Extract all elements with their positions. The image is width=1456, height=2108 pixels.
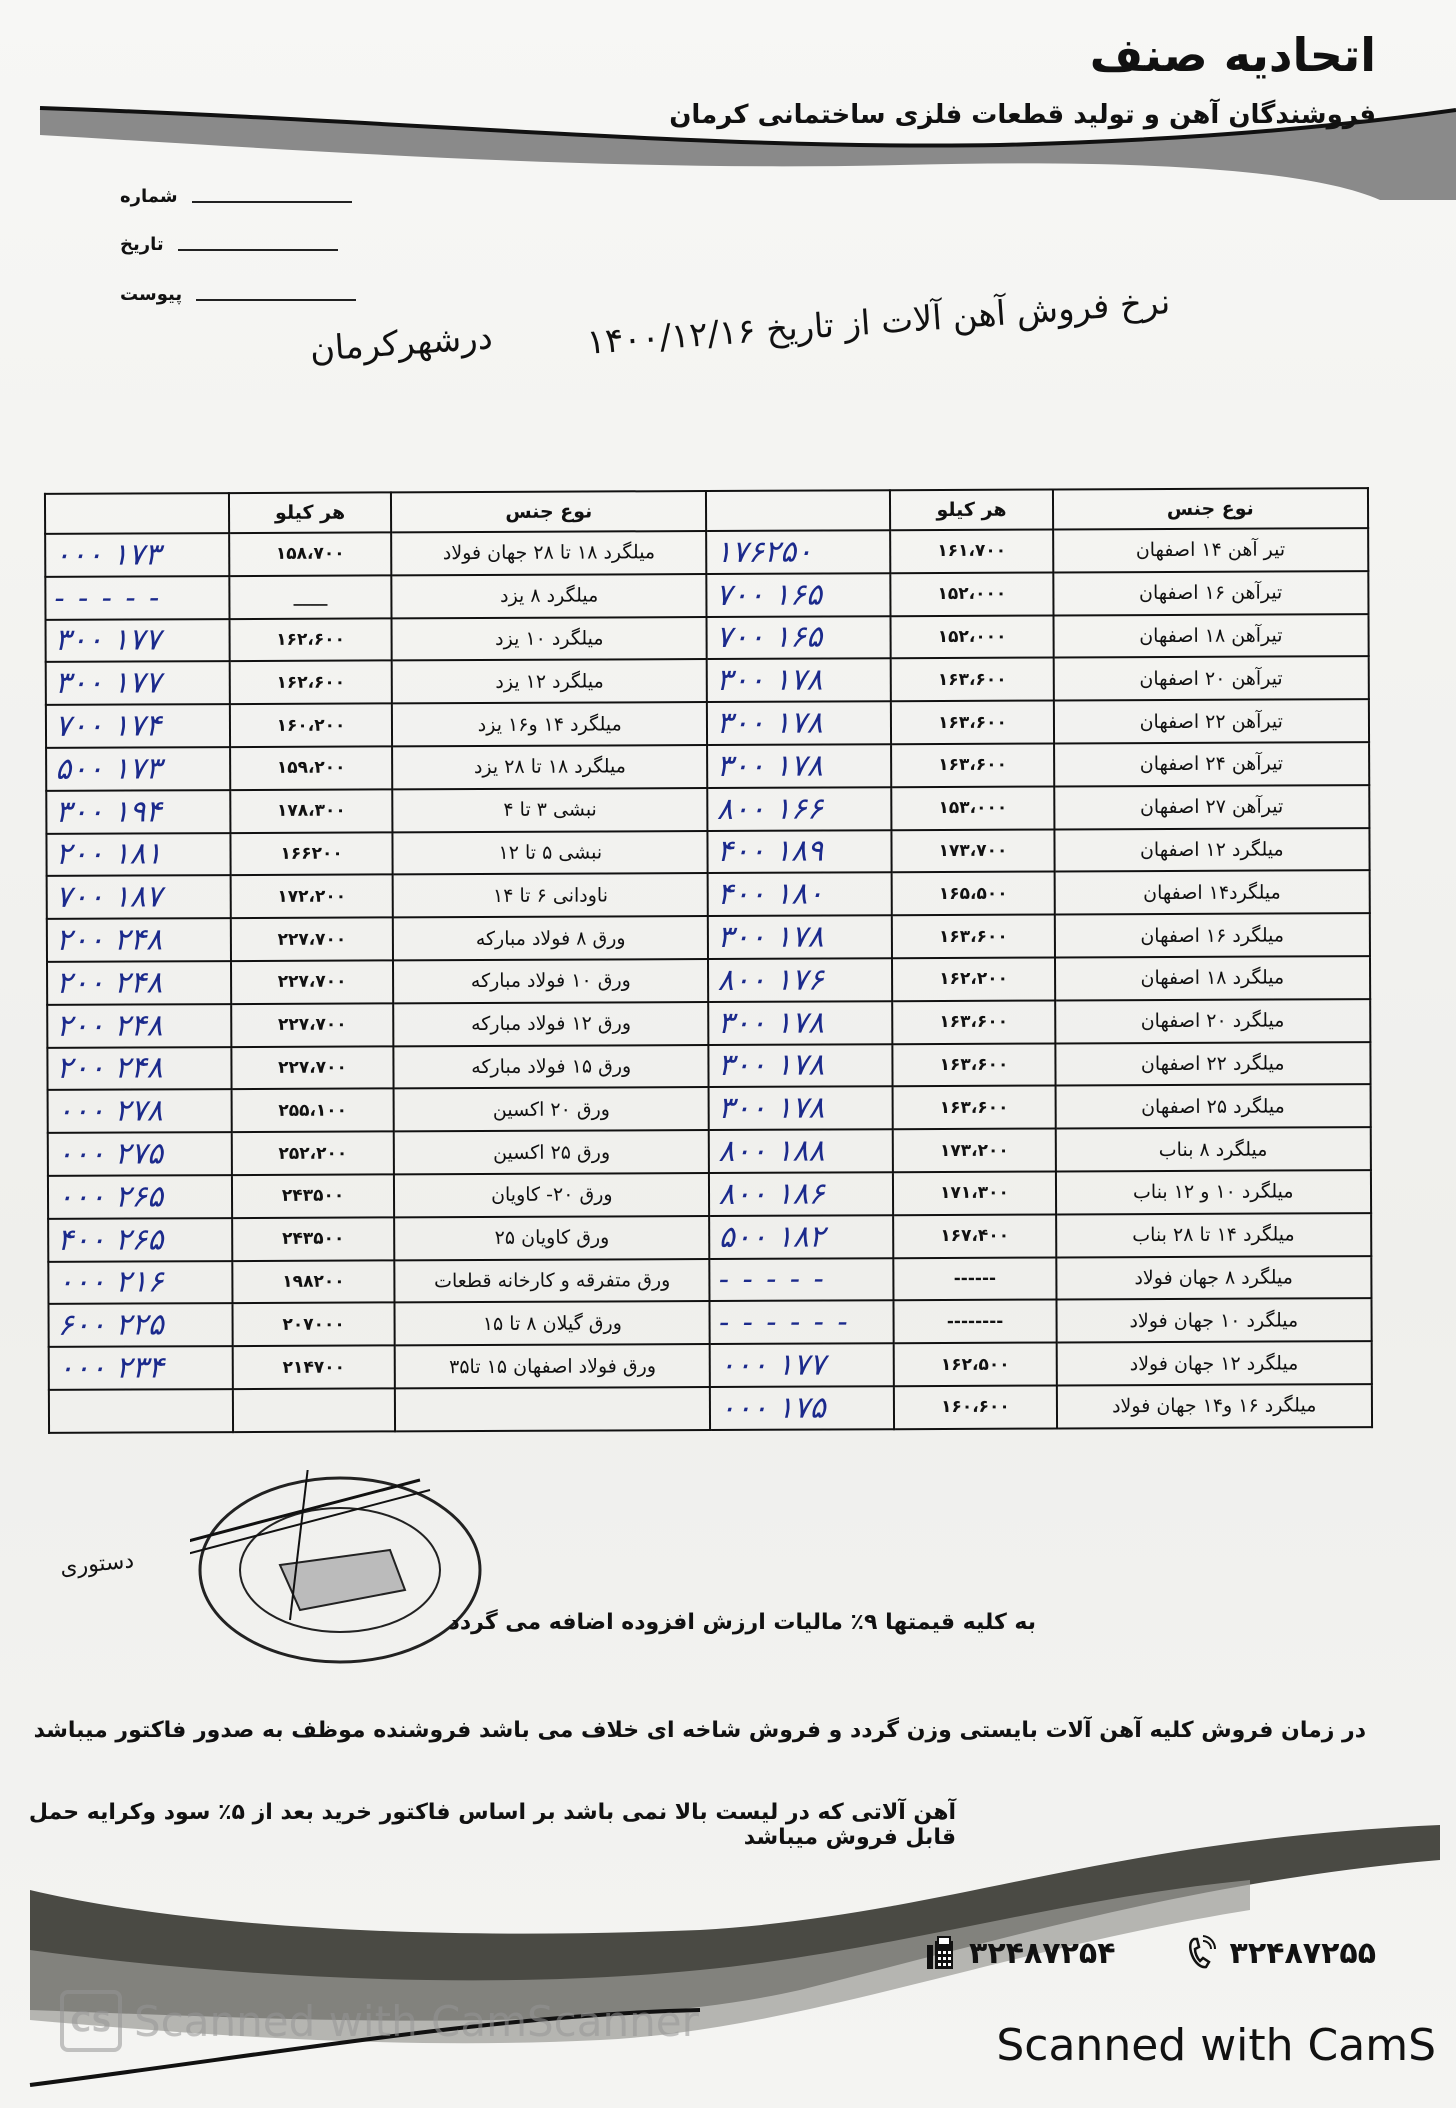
left-per-kilo-price: ۱۶۶۲۰۰: [230, 832, 392, 876]
right-handwritten-price: ۱۷۸ ۳۰۰: [709, 1001, 893, 1045]
right-item-type: میلگرد ۸ جهان فولاد: [1056, 1256, 1372, 1300]
right-per-kilo-price: ۱۶۷،۴۰۰: [894, 1214, 1056, 1258]
left-per-kilo-price: ۲۴۳۵۰۰: [232, 1174, 394, 1218]
watermark-text: Scanned with CamScanner: [134, 1996, 699, 2046]
right-per-kilo-price: ۱۶۳،۶۰۰: [893, 1000, 1055, 1044]
left-handwritten-price: ۱۸۱ ۲۰۰: [46, 833, 230, 877]
left-item-type: ورق ۱۵ فولاد مبارکه: [393, 1045, 709, 1089]
right-item-type: میلگرد۱۴ اصفهان: [1054, 870, 1370, 914]
right-handwritten-price: ۱۶۵ ۷۰۰: [707, 573, 891, 617]
right-item-type: میلگرد ۱۲ اصفهان: [1054, 828, 1370, 872]
header-handwritten-left: [45, 493, 229, 534]
meta-date-label: تاریخ: [120, 234, 164, 255]
union-stamp: [190, 1470, 490, 1670]
watermark-text-right: Scanned with CamS: [996, 2020, 1436, 2071]
contact-info: [925, 1935, 1376, 1971]
right-per-kilo-price: ------: [894, 1257, 1056, 1301]
right-handwritten-price: ۱۷۶ ۸۰۰: [708, 958, 892, 1002]
right-item-type: تیر آهن ۱۴ اصفهان: [1053, 528, 1369, 572]
left-handwritten-price: ۱۹۴ ۳۰۰: [46, 790, 230, 834]
right-per-kilo-price: ۱۶۲،۵۰۰: [894, 1343, 1056, 1387]
left-handwritten-price: ۲۷۸ ۰۰۰: [48, 1089, 232, 1133]
right-item-type: میلگرد ۸ بناب: [1055, 1127, 1371, 1171]
right-item-type: تیرآهن ۱۸ اصفهان: [1053, 614, 1369, 658]
table-header-row: [45, 488, 1368, 534]
meta-number: [120, 186, 352, 207]
left-handwritten-price: ۲۳۴ ۰۰۰: [49, 1346, 233, 1390]
table-row: [46, 614, 1369, 663]
unlisted-items-note: آهن آلاتی که در لیست بالا نمی باشد بر اساس فاکتور خرید بعد از ۵٪ سود وکرایه حمل قابل فروش میباشد: [28, 1800, 956, 1850]
left-item-type: ورق ۱۲ فولاد مبارکه: [393, 1002, 709, 1046]
right-per-kilo-price: ۱۶۳،۶۰۰: [892, 743, 1054, 787]
table-row: [46, 657, 1369, 706]
left-handwritten-price: ۲۱۶ ۰۰۰: [48, 1261, 232, 1305]
left-item-type: ورق ۱۰ فولاد مبارکه: [393, 959, 709, 1003]
table-row: [48, 1170, 1371, 1219]
right-handwritten-price: ۱۸۹ ۴۰۰: [708, 830, 892, 874]
right-item-type: میلگرد ۱۶ و۱۴ جهان فولاد: [1056, 1384, 1372, 1428]
left-per-kilo-price: ۲۲۷،۷۰۰: [231, 960, 393, 1004]
table-row: [47, 999, 1370, 1048]
left-item-type: ورق ۲۵ اکسین: [394, 1130, 710, 1174]
left-handwritten-price: ۲۶۵ ۴۰۰: [48, 1218, 232, 1262]
right-item-type: میلگرد ۲۵ اصفهان: [1055, 1084, 1371, 1128]
union-title: اتحادیه صنف: [1089, 28, 1376, 82]
left-item-type: میلگرد ۸ یزد: [391, 574, 707, 618]
fax-icon: [925, 1935, 955, 1971]
fax-contact: [925, 1935, 1115, 1971]
left-per-kilo-price: ۲۲۷،۷۰۰: [231, 1003, 393, 1047]
fax-number: ۳۲۴۸۷۲۵۴: [969, 1935, 1116, 1971]
left-per-kilo-price: [233, 1388, 395, 1432]
left-per-kilo-price: ۱۹۸۲۰۰: [232, 1260, 394, 1304]
header-per-kilo-right: هر کیلو: [890, 489, 1052, 530]
table-row: [47, 956, 1370, 1005]
table-row: [49, 1384, 1372, 1433]
phone-icon: [1186, 1935, 1216, 1971]
left-handwritten-price: ۲۴۸ ۲۰۰: [47, 961, 231, 1005]
phone-contact: [1186, 1935, 1376, 1971]
table-row: [45, 528, 1368, 577]
right-handwritten-price: - - - - - -: [710, 1301, 894, 1345]
right-per-kilo-price: ۱۵۲،۰۰۰: [891, 615, 1053, 659]
table-row: [48, 1127, 1371, 1176]
left-per-kilo-price: ۱۵۸،۷۰۰: [229, 532, 391, 576]
left-per-kilo-price: ۲۰۷۰۰۰: [232, 1303, 394, 1347]
table-row: [47, 913, 1370, 962]
right-handwritten-price: - - - - -: [710, 1258, 894, 1302]
right-handwritten-price: ۱۷۸ ۳۰۰: [709, 1087, 893, 1131]
right-item-type: میلگرد ۱۰ جهان فولاد: [1056, 1298, 1372, 1342]
right-handwritten-price: ۱۶۶ ۸۰۰: [708, 787, 892, 831]
left-item-type: ورق کاویان ۲۵: [394, 1216, 710, 1260]
left-handwritten-price: ۲۴۸ ۲۰۰: [47, 1047, 231, 1091]
right-item-type: تیرآهن ۲۲ اصفهان: [1053, 699, 1369, 743]
phone-number: ۳۲۴۸۷۲۵۵: [1229, 1935, 1376, 1971]
document-title-city: درشهرکرمان: [308, 317, 494, 370]
table-row: [46, 785, 1369, 834]
table-row: [48, 1298, 1371, 1347]
right-per-kilo-price: ۱۷۳،۲۰۰: [893, 1129, 1055, 1173]
vat-note: به کلیه قیمتها ۹٪ مالیات ارزش افزوده اضافه می گردد: [448, 1610, 1036, 1635]
right-handwritten-price: ۱۷۸ ۳۰۰: [707, 659, 891, 703]
right-handwritten-price: ۱۸۰ ۴۰۰: [708, 873, 892, 917]
right-handwritten-price: ۱۸۸ ۸۰۰: [709, 1129, 893, 1173]
right-per-kilo-price: ۱۶۳،۶۰۰: [891, 658, 1053, 702]
left-per-kilo-price: ۱۷۸،۳۰۰: [230, 789, 392, 833]
left-item-type: میلگرد ۱۲ یزد: [392, 659, 708, 703]
table-row: [47, 1042, 1370, 1091]
right-item-type: میلگرد ۲۰ اصفهان: [1055, 999, 1371, 1043]
right-handwritten-price: ۱۶۵ ۷۰۰: [707, 616, 891, 660]
left-handwritten-price: [49, 1389, 233, 1433]
camscanner-logo-icon: CS: [60, 1990, 122, 2052]
meta-attachment: [120, 284, 356, 305]
left-per-kilo-price: ۲۲۷،۷۰۰: [231, 1046, 393, 1090]
left-per-kilo-price: ۱۶۲،۶۰۰: [229, 618, 391, 662]
right-item-type: میلگرد ۲۲ اصفهان: [1055, 1042, 1371, 1086]
meta-date-line: [178, 249, 338, 251]
left-per-kilo-price: ۱۶۲،۶۰۰: [230, 661, 392, 705]
right-handwritten-price: ۱۷۸ ۳۰۰: [708, 915, 892, 959]
table-row: [48, 1084, 1371, 1133]
right-per-kilo-price: ۱۷۳،۷۰۰: [892, 829, 1054, 873]
left-handwritten-price: - - - - -: [45, 576, 229, 620]
camscanner-watermark: [60, 1990, 699, 2052]
left-per-kilo-price: ۱۵۹،۲۰۰: [230, 746, 392, 790]
left-handwritten-price: ۱۷۴ ۷۰۰: [46, 704, 230, 748]
right-item-type: میلگرد ۱۴ تا ۲۸ بناب: [1056, 1213, 1372, 1257]
left-item-type: میلگرد ۱۰ یزد: [392, 617, 708, 661]
left-per-kilo-price: ۱۶۰،۲۰۰: [230, 704, 392, 748]
price-table: [44, 487, 1373, 1434]
left-handwritten-price: ۲۷۵ ۰۰۰: [48, 1132, 232, 1176]
right-per-kilo-price: ۱۶۳،۶۰۰: [893, 1086, 1055, 1130]
left-item-type: میلگرد ۱۸ تا ۲۸ جهان فولاد: [391, 531, 707, 575]
right-per-kilo-price: ۱۵۳،۰۰۰: [892, 786, 1054, 830]
meta-date: [120, 234, 338, 255]
right-per-kilo-price: ۱۶۳،۶۰۰: [893, 1043, 1055, 1087]
right-per-kilo-price: ۱۶۵،۵۰۰: [892, 872, 1054, 916]
left-item-type: ورق متفرقه و کارخانه قطعات: [394, 1259, 710, 1303]
right-per-kilo-price: ۱۶۲،۲۰۰: [892, 957, 1054, 1001]
left-item-type: میلگرد ۱۸ تا ۲۸ یزد: [392, 745, 708, 789]
left-handwritten-price: ۱۸۷ ۷۰۰: [47, 875, 231, 919]
left-handwritten-price: ۱۷۳ ۰۰۰: [45, 533, 229, 577]
left-item-type: ورق گیلان ۸ تا ۱۵: [395, 1301, 711, 1345]
left-item-type: نبشی ۳ تا ۴: [392, 788, 708, 832]
right-per-kilo-price: --------: [894, 1300, 1056, 1344]
right-item-type: میلگرد ۱۲ جهان فولاد: [1056, 1341, 1372, 1385]
right-handwritten-price: ۱۸۲ ۵۰۰: [710, 1215, 894, 1259]
right-handwritten-price: ۱۷۵ ۰۰۰: [710, 1386, 894, 1430]
header-type-left: نوع جنس: [391, 491, 707, 532]
meta-number-label: شماره: [120, 186, 178, 207]
left-item-type: [395, 1387, 711, 1431]
left-handwritten-price: ۱۷۷ ۳۰۰: [46, 661, 230, 705]
document-title: نرخ فروش آهن آلات از تاریخ ۱۴۰۰/۱۲/۱۶: [585, 282, 1172, 363]
signature-name: دستوری: [58, 1548, 136, 1581]
right-item-type: تیرآهن ۲۴ اصفهان: [1054, 742, 1370, 786]
right-handwritten-price: ۱۷۶۲۵۰: [707, 530, 891, 574]
right-per-kilo-price: ۱۶۰،۶۰۰: [894, 1385, 1056, 1429]
right-item-type: میلگرد ۱۸ اصفهان: [1055, 956, 1371, 1000]
meta-attachment-line: [196, 299, 356, 301]
header-per-kilo-left: هر کیلو: [229, 492, 391, 533]
left-item-type: ورق ۲۰ اکسین: [394, 1087, 710, 1131]
left-item-type: میلگرد ۱۴ و۱۶ یزد: [392, 702, 708, 746]
table-row: [45, 571, 1368, 620]
left-item-type: ورق ۲۰- کاویان: [394, 1173, 710, 1217]
right-handwritten-price: ۱۷۸ ۳۰۰: [709, 1044, 893, 1088]
right-per-kilo-price: ۱۵۲،۰۰۰: [891, 572, 1053, 616]
header-type-right: نوع جنس: [1052, 488, 1368, 529]
left-per-kilo-price: ۱۷۲،۲۰۰: [231, 875, 393, 919]
right-per-kilo-price: ۱۶۱،۷۰۰: [891, 529, 1053, 573]
left-handwritten-price: ۲۲۵ ۶۰۰: [48, 1303, 232, 1347]
left-handwritten-price: ۱۷۳ ۵۰۰: [46, 747, 230, 791]
right-handwritten-price: ۱۷۷ ۰۰۰: [710, 1343, 894, 1387]
union-subtitle: فروشندگان آهن و تولید قطعات فلزی ساختمانی کرمان: [669, 100, 1376, 130]
table-row: [47, 870, 1370, 919]
table-row: [48, 1213, 1371, 1262]
right-per-kilo-price: ۱۶۳،۶۰۰: [891, 701, 1053, 745]
left-item-type: نبشی ۵ تا ۱۲: [392, 831, 708, 875]
left-per-kilo-price: ۲۵۵،۱۰۰: [232, 1089, 394, 1133]
header-handwritten-right: [706, 490, 890, 531]
table-row: [49, 1341, 1372, 1390]
right-item-type: تیرآهن ۲۷ اصفهان: [1054, 785, 1370, 829]
table-row: [48, 1256, 1371, 1305]
left-item-type: ناودانی ۶ تا ۱۴: [393, 873, 709, 917]
left-per-kilo-price: ۲۴۳۵۰۰: [232, 1217, 394, 1261]
right-handwritten-price: ۱۷۸ ۳۰۰: [708, 744, 892, 788]
left-per-kilo-price: ۲۲۷،۷۰۰: [231, 918, 393, 962]
left-handwritten-price: ۲۴۸ ۲۰۰: [47, 918, 231, 962]
right-handwritten-price: ۱۸۶ ۸۰۰: [709, 1172, 893, 1216]
right-item-type: تیرآهن ۲۰ اصفهان: [1053, 657, 1369, 701]
weighing-note: در زمان فروش کلیه آهن آلات بایستی وزن گردد و فروش شاخه ای خلاف می باشد فروشنده موظف به صدور فاکتور میباشد: [33, 1718, 1366, 1743]
left-item-type: ورق فولاد اصفهان ۱۵ تا۳۵: [395, 1344, 711, 1388]
right-handwritten-price: ۱۷۸ ۳۰۰: [707, 701, 891, 745]
left-handwritten-price: ۲۶۵ ۰۰۰: [48, 1175, 232, 1219]
right-per-kilo-price: ۱۷۱،۳۰۰: [893, 1171, 1055, 1215]
table-row: [46, 742, 1369, 791]
right-item-type: تیرآهن ۱۶ اصفهان: [1053, 571, 1369, 615]
left-per-kilo-price: ۲۵۲،۲۰۰: [232, 1132, 394, 1176]
right-item-type: میلگرد ۱۶ اصفهان: [1054, 913, 1370, 957]
table-row: [46, 828, 1369, 877]
right-item-type: میلگرد ۱۰ و ۱۲ بناب: [1055, 1170, 1371, 1214]
left-handwritten-price: ۱۷۷ ۳۰۰: [46, 619, 230, 663]
left-per-kilo-price: ____: [229, 575, 391, 619]
meta-number-line: [192, 201, 352, 203]
meta-attachment-label: پیوست: [120, 284, 183, 305]
table-row: [46, 699, 1369, 748]
left-handwritten-price: ۲۴۸ ۲۰۰: [47, 1004, 231, 1048]
right-per-kilo-price: ۱۶۳،۶۰۰: [892, 915, 1054, 959]
left-item-type: ورق ۸ فولاد مبارکه: [393, 916, 709, 960]
left-per-kilo-price: ۲۱۴۷۰۰: [233, 1346, 395, 1390]
